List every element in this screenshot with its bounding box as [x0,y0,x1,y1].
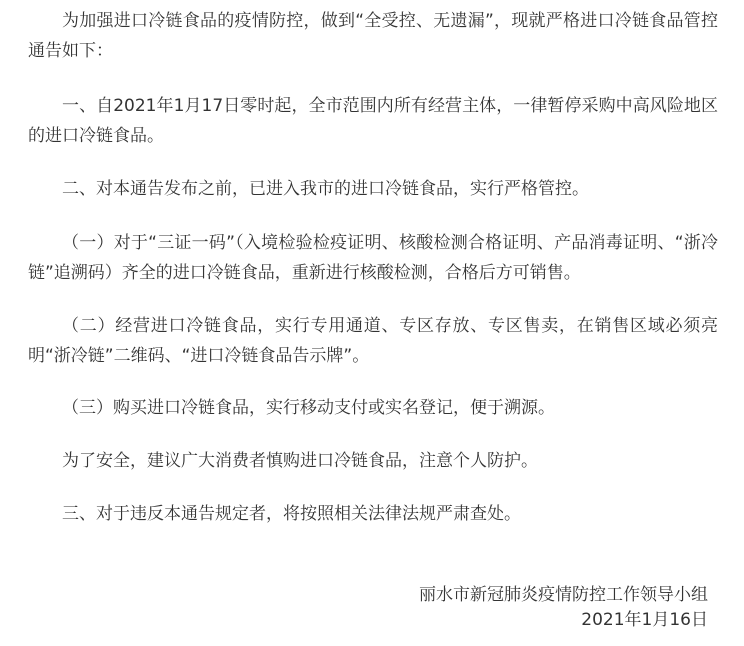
notice-item-1-paragraph: 一、自2021年1月17日零时起，全市范围内所有经营主体，一律暂停采购中高风险地区的进口冷链食品。 [28,96,718,146]
signature-date: 2021年1月16日 [581,610,708,630]
notice-item-2-1-paragraph: （一）对于“三证一码”（入境检验检疫证明、核酸检测合格证明、产品消毒证明、“浙冷链”追溯码）齐全的进口冷链食品，重新进行核酸检测，合格后方可销售。 [28,233,718,283]
notice-advice-paragraph: 为了安全，建议广大消费者慎购进口冷链食品，注意个人防护。 [62,451,538,471]
signature-organization: 丽水市新冠肺炎疫情防控工作领导小组 [419,585,708,605]
notice-item-2-paragraph: 二、对本通告发布之前，已进入我市的进口冷链食品，实行严格管控。 [62,179,589,199]
notice-item-3-paragraph: 三、对于违反本通告规定者，将按照相关法律法规严肃查处。 [62,504,521,524]
notice-item-2-3-paragraph: （三）购买进口冷链食品，实行移动支付或实名登记，便于溯源。 [62,398,555,418]
notice-item-2-2-paragraph: （二）经营进口冷链食品，实行专用通道、专区存放、专区售卖，在销售区域必须亮明“浙冷链”二维码、“进口冷链食品告示牌”。 [28,316,718,366]
notice-intro-paragraph: 为加强进口冷链食品的疫情防控，做到“全受控、无遗漏”，现就严格进口冷链食品管控通告如下： [28,11,718,61]
